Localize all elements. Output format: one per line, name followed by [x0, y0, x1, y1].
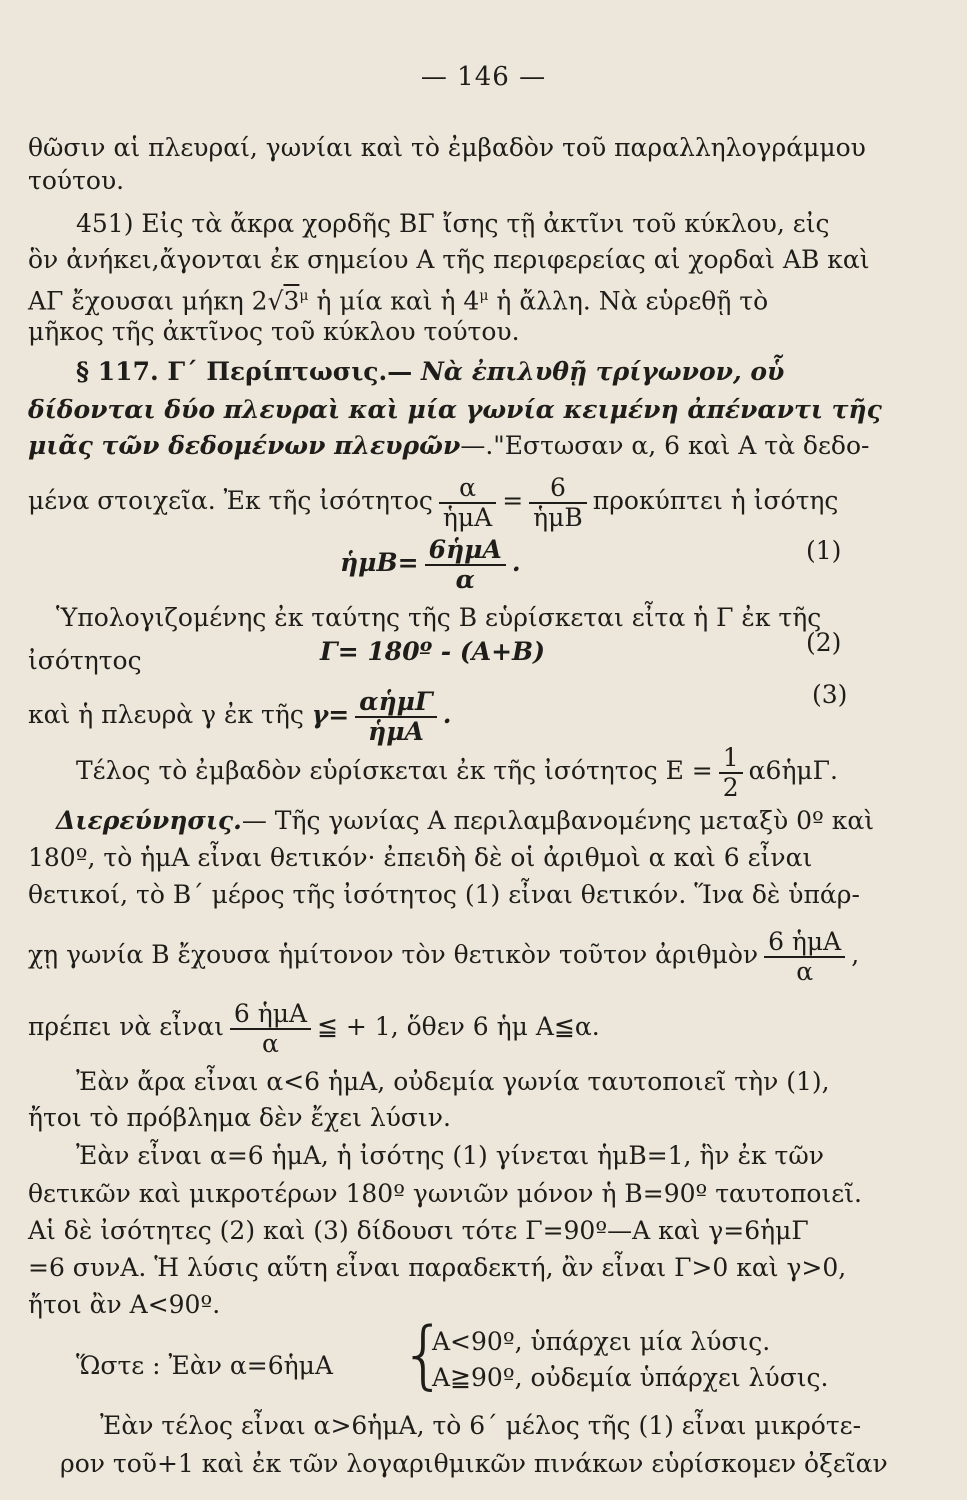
fraction-numerator: 1 — [719, 744, 743, 774]
equation-1-number: (1) — [806, 536, 842, 565]
equation-1 — [340, 528, 521, 598]
section-problem-end: μιᾶς τῶν δεδομένων πλευρῶν — [28, 431, 461, 460]
text-line-17: θετικοί, τὸ Β΄ μέρος τῆς ἰσότητος (1) εἶναι θετικόν. Ἵνα δὲ ὑπάρ- — [28, 880, 860, 909]
fraction-numerator: αἡμΓ — [355, 688, 436, 718]
section-117-heading — [76, 356, 784, 388]
text-line-16: 180º, τὸ ἡμΑ εἶναι θετικόν· ἐπειδὴ δὲ οἱ ἀριθμοὶ α καὶ 6 εἶναι — [28, 843, 813, 872]
text-line-isotitos-2: ἰσότητος — [28, 646, 142, 675]
fraction-b-over-sinB — [529, 474, 587, 532]
text-line-2: τούτου. — [28, 166, 125, 195]
fraction-denominator: ἡμΑ — [442, 502, 493, 532]
text-line-area — [76, 736, 838, 806]
text-line-23: θετικῶν καὶ μικροτέρων 180º γωνιῶν μόνον ἡ Β=90º ταυτοποιεῖ. — [28, 1179, 862, 1208]
text-line-1: θῶσιν αἱ πλευραί, γωνίαι καὶ τὸ ἐμβαδὸν τοῦ παραλληλογράμμου — [28, 133, 866, 162]
text-before-ratio: μένα στοιχεῖα. Ἐκ τῆς ἰσότητος — [28, 486, 433, 515]
text-line-21: ἤτοι τὸ πρόβλημα δὲν ἔχει λύσιν. — [28, 1103, 451, 1132]
text-after-ratio: προκύπτει ἡ ἰσότης — [592, 486, 839, 515]
unit-mark-2: μ — [479, 288, 489, 304]
section-text-start: —."Εστωσαν α, 6 καὶ Α τὰ δεδο- — [460, 431, 870, 460]
exercise-451-line-1: 451) Εἰς τὰ ἄκρα χορδῆς ΒΓ ἴσης τῇ ἀκτῖνι τοῦ κύκλου, εἰς — [76, 209, 830, 238]
text-must-be: πρέπει νὰ εἶναι — [28, 1012, 224, 1041]
fraction-numerator: 6ἡμΑ — [425, 536, 506, 566]
equation-1-lhs: ἡμΒ= — [340, 548, 419, 577]
text-line-26: ἤτοι ἂν Α<90º. — [28, 1290, 221, 1319]
equation-3-lhs: γ= — [311, 700, 350, 729]
text-line-25: =6 συνΑ. Ἡ λύσις αὕτη εἶναι παραδεκτή, ἂν εἶναι Γ>0 καὶ γ>0, — [28, 1253, 847, 1282]
exercise-451-text-a: ΑΓ ἔχουσαι μήκη 2 — [28, 286, 268, 316]
text-angle-B: χῃ γωνία Β ἔχουσα ἡμίτονον τὸν θετικὸν τοῦτον ἀριθμὸν — [28, 940, 759, 969]
fraction-numerator: 6 ἡμΑ — [230, 1000, 311, 1030]
section-title: § 117. Γ΄ Περίπτωσις.— — [76, 357, 421, 386]
fraction-one-half — [719, 744, 743, 802]
section-problem: Νὰ ἐπιλυθῇ τρίγωνον, οὗ — [420, 357, 785, 386]
text-side-c: καὶ ἡ πλευρὰ γ ἐκ τῆς — [28, 700, 304, 729]
page-number: — 146 — — [420, 62, 547, 92]
equals-sign: = — [502, 486, 524, 515]
fraction-a-over-sinA — [439, 474, 496, 532]
fraction-denominator: 2 — [722, 772, 739, 802]
fraction-numerator: 6 ἡμΑ — [764, 928, 845, 958]
fraction-numerator: α — [439, 474, 496, 504]
discussion-heading: Διερεύνησις. — [56, 806, 242, 835]
text-line-18 — [28, 920, 859, 990]
discussion-text: — Τῆς γωνίας Α περιλαμβανομένης μεταξὺ 0º καὶ — [241, 806, 875, 835]
fraction-denominator: α — [262, 1028, 279, 1058]
fraction-denominator: α — [455, 564, 475, 594]
section-problem-line-2: δίδονται δύο πλευραὶ καὶ μία γωνία κειμένη ἀπέναντι τῆς — [28, 395, 882, 424]
curly-brace: { — [400, 1312, 448, 1398]
fraction-6sinA-over-a — [764, 928, 845, 986]
fraction-denominator: α — [796, 956, 814, 986]
equation-2: Γ= 180º - (Α+Β) — [320, 637, 545, 666]
text-line-22: Ἐὰν εἶναι α=6 ἡμΑ, ἡ ἰσότης (1) γίνεται ἡμΒ=1, ἣν ἐκ τῶν — [76, 1141, 824, 1170]
text-line-28: Ἐὰν τέλος εἶναι α>6ἡμΑ, τὸ 6΄ μέλος τῆς (1) εἶναι μικρότε- — [100, 1411, 862, 1440]
equation-1-end: . — [511, 548, 521, 577]
area-formula-end: α6ἡμΓ. — [748, 756, 838, 785]
equation-2-number: (2) — [806, 628, 842, 657]
text-line-24: Αἱ δὲ ἰσότητες (2) καὶ (3) δίδουσι τότε Γ=90º—Α καὶ γ=6ἡμΓ — [28, 1216, 809, 1245]
exercise-451-text-b: ἡ μία καὶ ἡ 4 — [308, 286, 480, 316]
inequality-text: ≦ + 1, ὅθεν 6 ἡμ Α≦α. — [317, 1012, 600, 1041]
exercise-451-line-4: μῆκος τῆς ἀκτῖνος τοῦ κύκλου τούτου. — [28, 317, 520, 346]
fraction-denominator: ἡμΒ — [533, 502, 583, 532]
sqrt-radicand: 3 — [283, 286, 300, 316]
exercise-451-line-2: ὃν ἀνήκει,ἄγονται ἐκ σημείου Α τῆς περιφερείας αἱ χορδαὶ ΑΒ καὶ — [28, 245, 870, 274]
text-line-isotitos — [28, 466, 838, 536]
unit-mark-1: μ — [299, 288, 309, 304]
exercise-451-line-3 — [28, 280, 768, 317]
fraction-denominator: ἡμΑ — [368, 716, 424, 746]
text-area: Τέλος τὸ ἐμβαδὸν εὑρίσκεται ἐκ τῆς ἰσότητος Ε = — [76, 756, 713, 785]
case-line-2: Α≧90º, οὐδεμία ὑπάρχει λύσις. — [432, 1363, 829, 1392]
equation-3-number: (3) — [812, 680, 848, 709]
text-line-therefore: Ὥστε : Ἐὰν α=6ἡμΑ — [76, 1351, 333, 1380]
fraction-6sinA-over-a-2 — [230, 1000, 311, 1058]
text-line-20: Ἐὰν ἄρα εἶναι α<6 ἡμΑ, οὐδεμία γωνία ταυτοποιεῖ τὴν (1), — [76, 1067, 830, 1096]
section-problem-line-3 — [28, 430, 869, 462]
text-line-29: ρον τοῦ+1 καὶ ἐκ τῶν λογαριθμικῶν πινάκων εὑρίσκομεν ὀξεῖαν — [60, 1449, 888, 1478]
equation-3-end: . — [442, 700, 452, 729]
exercise-451-text-c: ἡ ἄλλη. Νὰ εὑρεθῇ τὸ — [488, 286, 769, 316]
fraction-numerator: 6 — [529, 474, 587, 504]
equation-1-fraction — [425, 536, 506, 594]
text-line-compute-B: Ὑπολογιζομένης ἐκ ταύτης τῆς Β εὑρίσκεται εἶτα ἡ Γ ἐκ τῆς — [56, 603, 822, 632]
text-line-discussion — [56, 805, 874, 837]
sqrt-sign: √ — [267, 286, 284, 316]
fraction-comma: , — [851, 940, 860, 969]
case-line-1: Α<90º, ὑπάρχει μία λύσις. — [432, 1327, 771, 1356]
text-line-19 — [28, 992, 600, 1062]
